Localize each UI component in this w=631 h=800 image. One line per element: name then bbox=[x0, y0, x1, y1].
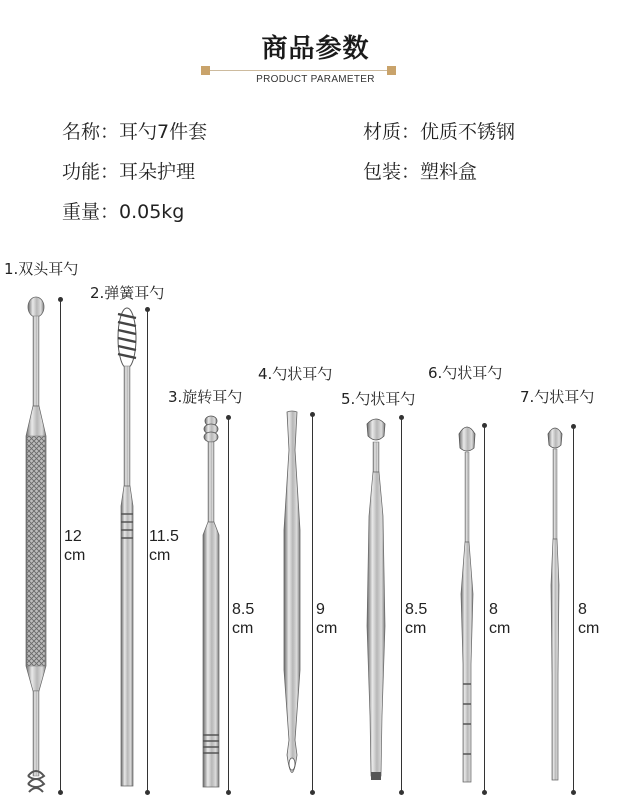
item-label-3: 3.旋转耳勺 bbox=[168, 388, 243, 406]
spoon-ear-pick-icon bbox=[361, 416, 391, 790]
dimension-line-4 bbox=[312, 415, 313, 792]
spiral-ear-pick-icon bbox=[197, 415, 225, 795]
dimension-line-6 bbox=[484, 426, 485, 792]
spoon-ear-pick-icon bbox=[278, 410, 306, 790]
dimension-line-5 bbox=[401, 418, 402, 792]
dimension-value-5: 8.5 bbox=[405, 601, 428, 618]
dimension-label-1 bbox=[64, 527, 85, 565]
dimension-unit-3: cm bbox=[232, 620, 254, 637]
item-label-4: 4.勺状耳勺 bbox=[258, 365, 333, 383]
dimension-value-7: 8 bbox=[578, 601, 587, 618]
dimension-label-6 bbox=[489, 600, 510, 638]
spoon-ear-pick-icon bbox=[543, 425, 567, 790]
item-label-5: 5.勺状耳勺 bbox=[341, 390, 416, 408]
dimension-unit-7: cm bbox=[578, 620, 600, 637]
page-subtitle: PRODUCT PARAMETER bbox=[256, 74, 375, 85]
page-title: 商品参数 bbox=[261, 34, 370, 64]
spoon-ear-pick-icon bbox=[454, 424, 480, 790]
param-function: 功能：耳朵护理 bbox=[62, 161, 196, 183]
item-label-2: 2.弹簧耳勺 bbox=[90, 284, 165, 302]
dimension-value-2: 11.5 bbox=[149, 528, 179, 545]
dimension-unit-5: cm bbox=[405, 620, 427, 637]
dimension-line-2 bbox=[147, 310, 148, 792]
dimension-unit-4: cm bbox=[316, 620, 338, 637]
param-package: 包装：塑料盒 bbox=[363, 161, 478, 183]
param-name: 名称：耳勺7件套 bbox=[62, 121, 208, 143]
dimension-label-2 bbox=[149, 527, 179, 565]
item-label-6: 6.勺状耳勺 bbox=[428, 364, 503, 382]
spring-ear-pick-icon bbox=[112, 306, 142, 796]
param-material: 材质：优质不锈钢 bbox=[363, 121, 516, 143]
dimension-label-7 bbox=[578, 600, 599, 638]
dimension-value-3: 8.5 bbox=[232, 601, 255, 618]
dimension-line-3 bbox=[228, 418, 229, 792]
double-ear-pick-icon bbox=[14, 296, 58, 796]
param-weight: 重量：0.05kg bbox=[62, 201, 185, 223]
dimension-value-4: 9 bbox=[316, 601, 325, 618]
item-label-7: 7.勺状耳勺 bbox=[520, 388, 595, 406]
dimension-line-7 bbox=[573, 427, 574, 792]
item-label-1: 1.双头耳勺 bbox=[4, 260, 79, 278]
dimension-label-5 bbox=[405, 600, 427, 638]
dimension-unit-6: cm bbox=[489, 620, 511, 637]
dimension-value-1: 12 bbox=[64, 528, 82, 545]
dimension-unit-1: cm bbox=[64, 547, 86, 564]
dimension-value-6: 8 bbox=[489, 601, 498, 618]
dimension-label-3 bbox=[232, 600, 254, 638]
dimension-label-4 bbox=[316, 600, 337, 638]
title-divider-right bbox=[250, 70, 395, 71]
dimension-unit-2: cm bbox=[149, 547, 171, 564]
dimension-line-1 bbox=[60, 300, 61, 792]
